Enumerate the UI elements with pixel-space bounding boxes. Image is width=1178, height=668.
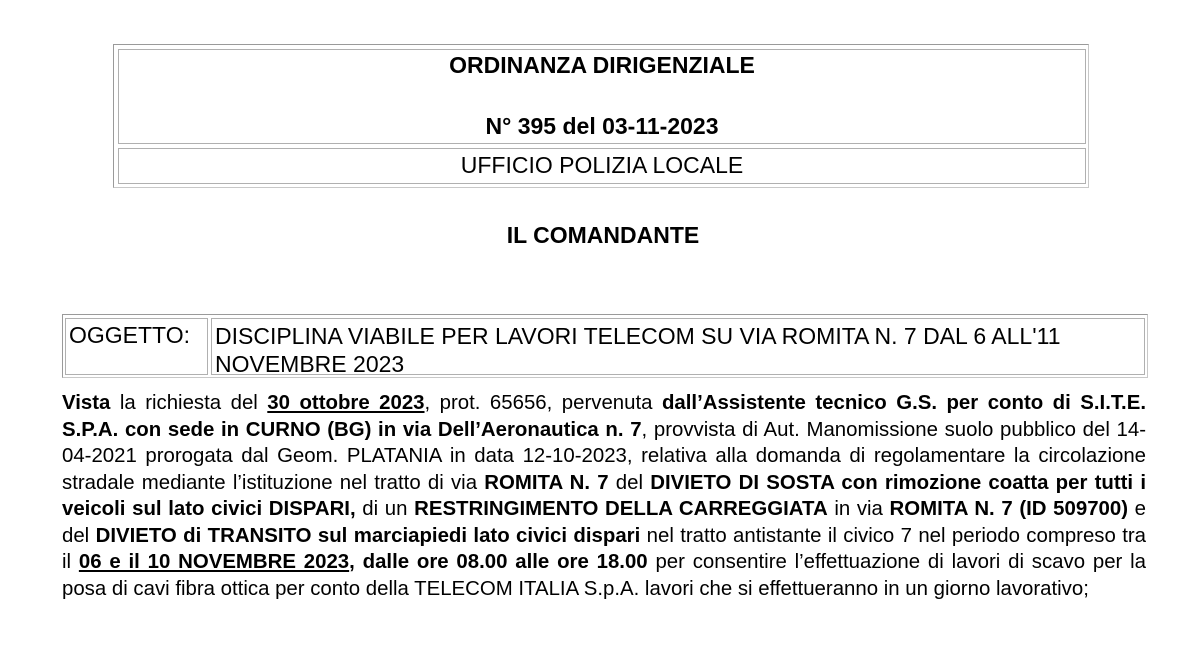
- requester: dall’Assistente tecnico G.S. per conto di S.I.T.E. S.P.A. con sede in CURNO (BG) in via Dell’Aeronautica n. 7: [62, 392, 1146, 441]
- text-span: per consentire l’effettuazione di lavori di scavo per la posa di cavi fibra ottica per conto della TELECOM ITALIA S.p.A. lavori che si effettueranno in un giorno lavorativo;: [62, 551, 1147, 600]
- transit-ban: DIVIETO di TRANSITO sul marciapiedi lato civici dispari: [95, 524, 641, 547]
- request-date: 30 ottobre 2023: [267, 392, 425, 414]
- text-span: la richiesta del: [110, 392, 268, 414]
- oggetto-text: DISCIPLINA VIABILE PER LAVORI TELECOM SU VIA ROMITA N. 7 DAL 6 ALL'11 NOVEMBRE 2023: [215, 323, 1061, 377]
- text-span: del: [608, 471, 651, 494]
- document-number: N° 395 del 03-11-2023: [485, 113, 719, 139]
- vista-paragraph: [62, 390, 1146, 602]
- text-span: nel tratto antistante il civico 7 nel periodo compreso tra il: [62, 524, 1146, 573]
- office-name: UFFICIO POLIZIA LOCALE: [460, 152, 744, 178]
- text-span: , prot. 65656, pervenuta: [424, 392, 662, 414]
- text-span: di un: [355, 498, 415, 520]
- text-span: in via: [827, 498, 890, 520]
- oggetto-label: OGGETTO:: [69, 322, 190, 348]
- document-title: ORDINANZA DIRIGENZIALE: [449, 52, 755, 78]
- text-span: , provvista di Aut. Manomissione suolo pubblico del 14-04-2021 prorogata dal Geom. PLATANIA in data 12-10-2023, relativa alla domanda di regolamentare la circolazione stradale mediante l’istituzione nel tratto di via: [62, 418, 1146, 494]
- lane-restriction: RESTRINGIMENTO DELLA CARREGGIATA: [414, 498, 828, 520]
- vista-keyword: Vista: [62, 392, 111, 414]
- signatory-heading: IL COMANDANTE: [506, 222, 700, 248]
- street-id: ROMITA N. 7 (ID 509700): [889, 498, 1129, 520]
- text-span: e del: [62, 498, 1146, 547]
- period-hours: , dalle ore 08.00 alle ore 18.00: [349, 551, 648, 573]
- street-name: ROMITA N. 7: [484, 471, 609, 494]
- parking-ban: DIVIETO DI SOSTA con rimozione coatta per tutti i veicoli sul lato civici DISPARI,: [62, 471, 1146, 520]
- period-dates: 06 e il 10 NOVEMBRE 2023: [78, 551, 350, 573]
